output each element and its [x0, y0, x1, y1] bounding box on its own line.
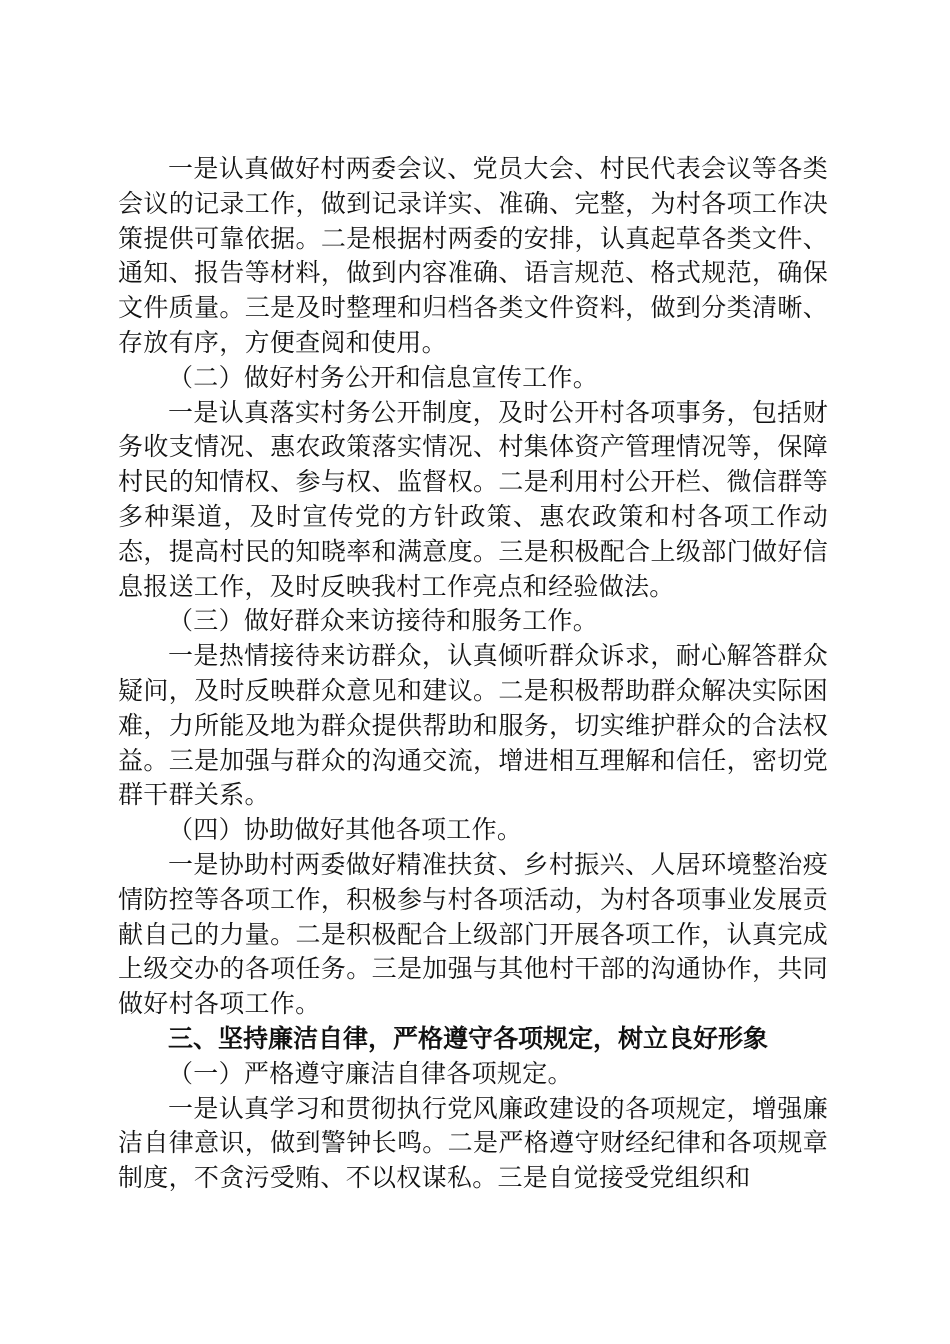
paragraph-village-affairs: 一是认真落实村务公开制度，及时公开村各项事务，包括财务收支情况、惠农政策落实情况、村集体资产管理情况等，保障村民的知情权、参与权、监督权。二是利用村公开栏、微信群等多种渠道，及时宣传党的方针政策、惠农政策和村各项工作动态，提高村民的知晓率和满意度。三是积极配合上级部门做好信息报送工作，及时反映我村工作亮点和经验做法。	[118, 397, 828, 601]
paragraph-other-work: 一是协助村两委做好精准扶贫、乡村振兴、人居环境整治疫情防控等各项工作，积极参与村各项活动，为村各项事业发展贡献自己的力量。二是积极配合上级部门开展各项工作，认真完成上级交办的各项任务。三是加强与其他村干部的沟通协作，共同做好村各项工作。	[118, 849, 828, 1019]
section-heading-integrity: 三、坚持廉洁自律，严格遵守各项规定，树立良好形象	[168, 1023, 769, 1053]
paragraph-duties-records: 一是认真做好村两委会议、党员大会、村民代表会议等各类会议的记录工作，做到记录详实、准确、完整，为村各项工作决策提供可靠依据。二是根据村两委的安排，认真起草各类文件、通知、报告等材料，做到内容准确、语言规范、格式规范，确保文件质量。三是及时整理和归档各类文件资料，做到分类清晰、存放有序，方便查阅和使用。	[118, 154, 828, 357]
subheading-visitor-reception: （三）做好群众来访接待和服务工作。	[168, 606, 599, 636]
subheading-integrity-rules: （一）严格遵守廉洁自律各项规定。	[168, 1058, 573, 1088]
subheading-village-affairs: （二）做好村务公开和信息宣传工作。	[168, 362, 599, 392]
document-body	[118, 152, 828, 1196]
paragraph-visitor-reception: 一是热情接待来访群众，认真倾听群众诉求，耐心解答群众疑问，及时反映群众意见和建议。二是积极帮助群众解决实际困难，力所能及地为群众提供帮助和服务，切实维护群众的合法权益。三是加强与群众的沟通交流，增进相互理解和信任，密切党群干群关系。	[118, 641, 828, 810]
subheading-other-work: （四）协助做好其他各项工作。	[168, 815, 523, 845]
paragraph-integrity-rules: 一是认真学习和贯彻执行党风廉政建设的各项规定，增强廉洁自律意识，做到警钟长鸣。二是严格遵守财经纪律和各项规章制度，不贪污受贿、不以权谋私。三是自觉接受党组织和	[118, 1093, 828, 1193]
